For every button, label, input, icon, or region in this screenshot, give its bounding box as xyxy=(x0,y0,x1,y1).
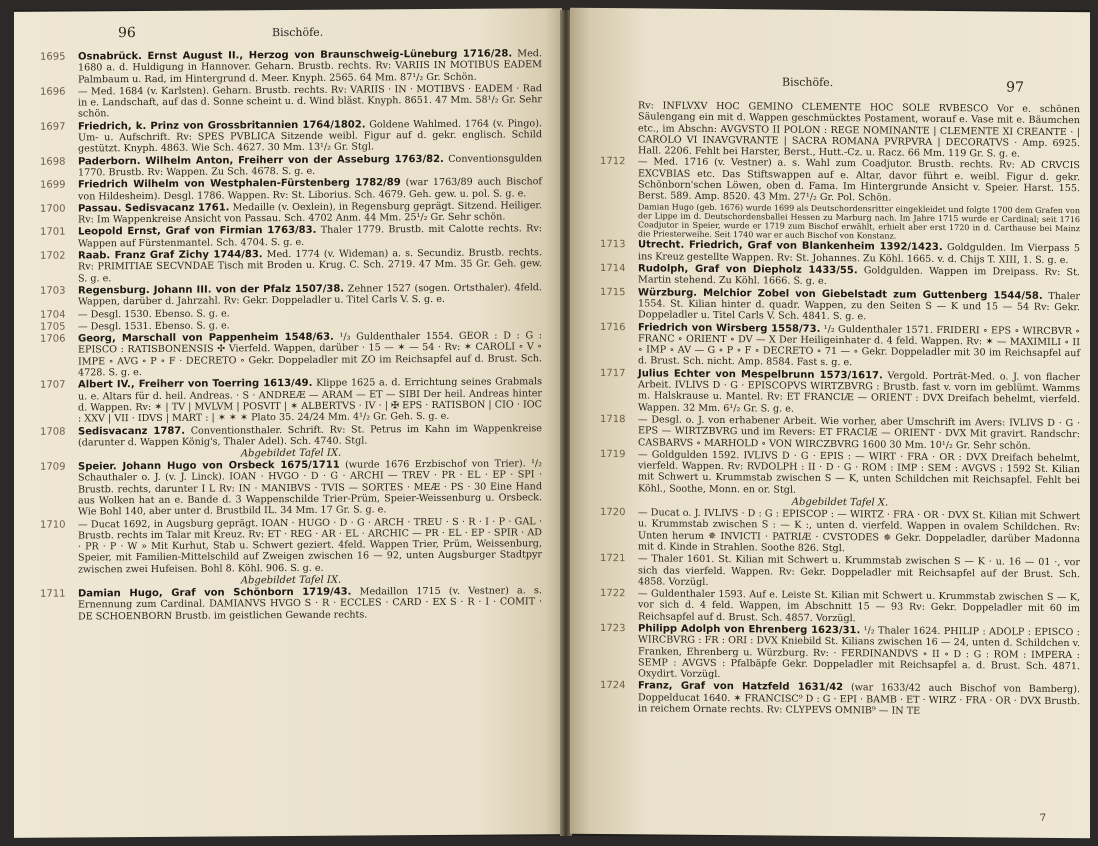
right-page xyxy=(570,8,1090,839)
catalog-entry xyxy=(600,239,1080,266)
entry-title: Rudolph, Graf von Diepholz 1433/55. xyxy=(638,263,858,277)
entry-title: Würzburg. Melchior Zobel von Giebelstadt zum Guttenberg 1544/58. xyxy=(638,286,1043,302)
catalog-entry xyxy=(40,247,542,284)
entry-number: 1697 xyxy=(40,121,66,133)
signature-mark: 7 xyxy=(1039,812,1046,824)
catalog-entry xyxy=(40,200,542,226)
entry-number: 1717 xyxy=(600,367,626,379)
entry-title: Albert IV., Freiherr von Toerring 1613/49. xyxy=(78,378,313,391)
catalog-entry xyxy=(40,516,542,576)
entry-number: 1712 xyxy=(600,156,626,168)
plate-reference: Abgebildet Tafel IX. xyxy=(240,447,342,460)
entry-text: ¹/₃ Guldenthaler 1554. GEOR : D : G : EPISCO : RATISBONENSIS ✣ Vierfeld. Wappen, darüber · 15 — ✶ — 54 · Rv: ✶ CAROLI ∘ V ∘ IMPE ∘ AVG ∘ P ∘ F · DECRETO ∘ Gekr. Doppeladler mit ZO im Reichsapfel auf d. Brust. Sch. 4728. S. g. e. xyxy=(78,330,542,379)
catalog-entry xyxy=(40,330,542,379)
entry-title: Friedrich, k. Prinz von Grossbritannien 1764/1802. xyxy=(78,119,366,133)
entry-text: Conventionsthaler. Schrift. Rv: St. Petrus im Kahn im Wappenkreise (darunter d. Wappen König's, Thaler Adel). Sch. 4740. Stgl. xyxy=(78,422,542,449)
entry-text: Goldgulden. Wappen im Dreipass. Rv: St. Martin stehend. Zu Köhl. 1666. S. g. e. xyxy=(638,265,1080,288)
entry-number: 1724 xyxy=(600,680,626,692)
entry-text: Zehner 1527 (sogen. Ortsthaler). 4feld. Wappen, darüber d. Jahrzahl. Rv: Gekr. Doppeladler u. Titel Carls V. S. g. e. xyxy=(78,282,542,308)
entry-title: Georg, Marschall von Pappenheim 1548/63. xyxy=(78,331,334,345)
entry-text: Med. 1680 a. d. Huldigung in Hannover. Geharn. Brustb. rechts. Rv: VARIIS IN MOTIBUS EADEM Palmbaum u. Rad, im Hintergrund d. Meer. Knyph. 2565. 64 Mm. 87¹/₂ Gr. Schön. xyxy=(78,48,542,86)
entry-text: — Thaler 1601. St. Kilian mit Schwert u. Krummstab zwischen S — K · u. 16 — 01 ·, vor sich das vierfeld. Wappen. Rv: Gekr. Doppeladler mit Reichsapfel auf der Brust. Sch. 4858. Vorzügl. xyxy=(638,553,1080,588)
entry-number: 1720 xyxy=(600,507,626,519)
entry-number: 1718 xyxy=(600,413,626,426)
catalog-entry xyxy=(40,585,542,622)
catalog-entry xyxy=(40,83,542,120)
entry-footnote: Damian Hugo (geb. 1676) wurde 1699 als Deutschordensritter eingekleidet und folgte 1700 dem Grafen von der Lippe im d. Deutschordensballei Hessen zu Marburg nach. Im Jahre 1715 wurde er Cardinal; seit 1716 Coadjutor in Speier, wurde er 1719 zum Bischof erwählt, erhielt aber erst 1720 in d. Carthause bei Mainz die Priesterweihe. Seit 1740 war er auch Bischof von Konstanz. xyxy=(638,201,1080,241)
entry-number: 1709 xyxy=(40,461,66,473)
entry-number: 1696 xyxy=(40,86,66,98)
entry-title: Passau. Sedisvacanz 1761. xyxy=(78,202,230,215)
book-spread xyxy=(14,10,1090,836)
catalog-entry xyxy=(40,153,542,179)
catalog-entry xyxy=(600,507,1080,556)
catalog-entry xyxy=(600,449,1080,498)
entry-text: Goldene Wahlmed. 1764 (v. Pingo). Um- u. Aufschrift. Rv: SPES PVBLICA Sitzende weibl. Figur auf d. gekr. englisch. Schild gestützt. Knyph. 4863. Wie Sch. 4627. 30 Mm. 13¹/₂ Gr. Stgl. xyxy=(78,118,542,155)
entry-text: ¹/₂ Thaler 1624. PHILIP : ADOLP : EPISCO : WIRCBVRG : FR : ORI : DVX Kniebild St. Kilians zwischen 16 — 24, unten d. Schildchen v. Franken, Ehrenberg u. Würzburg. Rv: · FERDINANDVS ∘ II ∘ D : G : ROM : IMPERA : SEMP : AVGVS : Pfalbäpfe Gekr. Doppeladler mit Reichsapfel a. d. Brust. Sch. 4871. Oxydirt. Vorzügl. xyxy=(638,625,1080,681)
entry-title: Friedrich von Wirsberg 1558/73. xyxy=(638,321,821,335)
entry-title: Damian Hugo, Graf von Schönborn 1719/43. xyxy=(78,586,352,600)
entry-number: 1706 xyxy=(40,333,66,345)
entry-text: — Goldgulden 1592. IVLIVS D · G · EPIS : — WIRT · FRA · OR : DVX Dreifach behelmt, vierfeld. Wappen. Rv: RVDOLPH : II · D · G · ROM : IMP : SEM : AVGVS : 1592 St. Kilian mit Schwert u. Krummstab zwischen S — K, unten Schildchen mit Reichsapfel. Fehlt bei Köhl., Soothe, Monn. en or. Stgl. xyxy=(638,449,1080,496)
right-page-number: 97 xyxy=(1006,79,1024,96)
entry-number: 1711 xyxy=(40,588,66,600)
entry-text: — Med. 1684 (v. Karlsten). Geharn. Brustb. rechts. Rv: VARIIS · IN · MOTIBVS · EADEM · Rad in e. Landschaft, auf das d. Sonne scheint u. d. Wind bläst. Knyph. 8651. 47 Mm. 58¹/₂ Gr. Sehr schön. xyxy=(78,83,542,120)
entry-text: Thaler 1779. Brustb. mit Calotte rechts. Rv: Wappen auf Fürstenmantel. Sch. 4704. S. g. e. xyxy=(78,223,543,250)
entry-number: 1700 xyxy=(40,203,66,215)
entry-title: Raab. Franz Graf Zichy 1744/83. xyxy=(78,249,263,262)
entry-number: 1707 xyxy=(40,379,66,392)
catalog-entry xyxy=(600,588,1080,626)
entry-number: 1698 xyxy=(40,156,66,168)
catalog-entry xyxy=(40,224,542,250)
catalog-entry xyxy=(600,680,1080,718)
entry-number: 1705 xyxy=(40,321,66,333)
entry-title: Friedrich Wilhelm von Westphalen-Fürstenberg 1782/89 xyxy=(78,177,401,191)
left-page-number: 96 xyxy=(118,25,136,42)
entry-title: Franz, Graf von Hatzfeld 1631/42 xyxy=(638,680,844,694)
entry-title: Leopold Ernst, Graf von Firmian 1763/83. xyxy=(78,225,317,238)
entry-text: (war 1633/42 auch Bischof von Bamberg). Doppelducat 1640. ✶ FRANCISC⁹ D : G · EPI · BAMB · ET · WIRZ · FRA · OR · DVX Brustb. in reichem Ornate rechts. Rv: CLYPEVS OMNIB⁹ — IN TE xyxy=(638,682,1080,717)
catalog-entry xyxy=(600,368,1080,417)
catalog-entry xyxy=(40,118,542,155)
entry-number: 1716 xyxy=(600,321,626,333)
entry-text: — Guldenthaler 1593. Auf e. Leiste St. Kilian mit Schwert u. Krummstab zwischen S — K, vor sich d. 4 feld. Wappen, im Abschnitt 15 — 93 Rv: Gekr. Doppeladler mit 60 im Reichsapfel auf d. Brust. Sch. 4857. Vorzügl. xyxy=(638,588,1080,624)
entry-text: Medaillon 1715 (v. Vestner) a. s. Ernennung zum Cardinal. DAMIANVS HVGO S · R · ECCLES · CARD · EX S · R · I · COMIT · DE SCHOENBORN Brustb. im geistlichen Gewande rechts. xyxy=(78,585,542,623)
entry-text: Conventionsgulden 1770. Brustb. Rv: Wappen. Zu Sch. 4678. S. g. e. xyxy=(78,152,542,179)
entry-title: Philipp Adolph von Ehrenberg 1623/31. xyxy=(638,623,861,637)
entry-title: Sedisvacanz 1787. xyxy=(78,425,186,437)
entry-text: — Desgl. 1530. Ebenso. S. g. e. xyxy=(78,307,230,320)
left-entries xyxy=(40,48,542,623)
catalog-entry xyxy=(600,322,1080,371)
entry-title: Osnabrück. Ernst August II., Herzog von Braunschweig-Lüneburg 1716/28. xyxy=(78,48,513,63)
entry-text: (war 1763/89 auch Bischof von Hildesheim). Desgl. 1786. Wappen. Rv: St. Liborius. Sch. 4679. Geh. gew. u. pol. S. g. e. xyxy=(78,176,542,203)
entry-number: 1710 xyxy=(40,519,66,531)
catalog-entry xyxy=(600,156,1080,242)
left-running-title: Bischöfe. xyxy=(272,25,324,40)
entry-text: Klippe 1625 a. d. Errichtung seines Grabmals u. e. Altars für d. heil. Andreas. · S · ANDREÆ — ARAM — ET — SIBI Der heil. Andreas hinter d. Wappen. Rv: ✶ | TV | MVLVM | POSVIT | ✶ ALBERTVS · IV · | ✠ EPS · RATISBON | CIO · IOC : XXV | VII · IDVS | MART : | ✶ ✶ ✶ Plato 35. 24/24 Mm. 4¹/₂ Gr. Geh. S. g. e. xyxy=(78,376,542,425)
entry-number: 1723 xyxy=(600,622,626,635)
entry-number: 1701 xyxy=(40,227,66,239)
entry-number: 1708 xyxy=(40,426,66,438)
entry-text: — Desgl. 1531. Ebenso. S. g. e. xyxy=(78,320,230,333)
entry-text: Vergold. Porträt-Med. o. J. von flacher Arbeit. IVLIVS D · G · EPISCOPVS WIRTZBVRG : Brustb. fast v. vorn im geblümt. Wamms m. Halskrause u. Mantel. Rv: ET FRANCIÆ — ORIENT : DVX Dreifach behelmt, vierfeld. Wappen. 32 Mm. 6¹/₂ Gr. S. g. e. xyxy=(638,370,1080,415)
entry-number: 1721 xyxy=(600,553,626,565)
plate-reference: Abgebildet Tafel X. xyxy=(791,496,889,509)
catalog-entry xyxy=(40,458,542,518)
entry-text: Thaler 1554. St. Kilian hinter d. quadr. Wappen, zu den Seiten S — K und 15 — 54 Rv: Gekr. Doppeladler u. Titel Carls V. Sch. 4841. S. g. e. xyxy=(638,290,1080,323)
entry-text: — Ducat o. J. IVLIVS · D : G : EPISCOP : — WIRTZ · FRA · OR · DVX St. Kilian mit Schwert u. Krummstab zwischen S : — K :, unten d. vierfeld. Wappen in ovalem Schildchen. Rv: Unten herum ✵ INVICTI · PATRIÆ · CVSTODES ✵ Gekr. Doppeladler, darüber Madonna mit d. Kinde in Strahlen. Soothe 826. Stgl. xyxy=(638,507,1080,555)
right-running-title: Bischöfe. xyxy=(782,75,834,90)
entry-title: Regensburg. Johann III. von der Pfalz 1507/38. xyxy=(78,283,345,297)
entry-number: 1713 xyxy=(600,239,626,251)
entry-number: 1702 xyxy=(40,250,66,262)
entry-number: 1695 xyxy=(40,51,66,63)
entry-title: Utrecht. Friedrich, Graf von Blankenheim 1392/1423. xyxy=(638,239,943,254)
entry-number: 1704 xyxy=(40,309,66,321)
catalog-entry xyxy=(600,623,1080,684)
catalog-entry xyxy=(40,282,542,308)
catalog-entry xyxy=(40,423,542,449)
catalog-entry xyxy=(40,176,542,202)
entry-number: 1715 xyxy=(600,286,626,298)
right-entries xyxy=(600,100,1080,720)
entry-title: Paderborn. Wilhelm Anton, Freiherr von der Asseburg 1763/82. xyxy=(78,153,444,168)
entry-text: Med. 1774 (v. Wideman) a. s. Secundiz. Brustb. rechts. Rv: PRIMITIAE SECVNDAE Tisch mit Broden u. Krug. C. Sch. 2719. 47 Mm. 35 Gr. Geh. gew. S. g. e. xyxy=(78,247,542,285)
entry-text: Medaille (v. Oexlein), in Regensburg geprägt. Sitzend. Heiliger. Rv: Im Wappenkreise Ansicht von Passau. Sch. 4702 Anm. 44 Mm. 25¹/₂ Gr. Sehr schön. xyxy=(78,200,542,226)
entry-title: Speier. Johann Hugo von Orsbeck 1675/1711 xyxy=(78,459,340,473)
entry-number: 1703 xyxy=(40,285,66,297)
entry-title: Julius Echter von Mespelbrunn 1573/1617. xyxy=(638,368,883,382)
left-page xyxy=(14,8,562,838)
plate-reference: Abgebildet Tafel IX. xyxy=(240,574,342,587)
entry-text: Goldgulden. Im Vierpass 5 ins Kreuz gestellte Wappen. Rv: St. Johannes. Zu Köhl. 1665. v. d. Chijs T. XIII, 1. S. g. e. xyxy=(638,242,1080,266)
catalog-entry xyxy=(600,553,1080,591)
entry-number: 1722 xyxy=(600,588,626,600)
catalog-entry xyxy=(40,377,542,426)
catalog-entry xyxy=(40,48,542,85)
entry-number: 1719 xyxy=(600,448,626,461)
entry-number: 1714 xyxy=(600,263,626,275)
entry-number: 1699 xyxy=(40,179,66,191)
catalog-entry xyxy=(600,287,1080,325)
catalog-entry xyxy=(600,263,1080,290)
catalog-entry xyxy=(600,414,1080,452)
entry-text: ¹/₂ Guldenthaler 1571. FRIDERI ∘ EPS ∘ WIRCBVR ∘ FRANC ∘ ORIENT ∘ DV — X Der Heiligeinhater d. 4 feld. Wappen. Rv: ✶ — MAXIMILI ∘ II ∘ IMP ∘ AV — G ∘ P ∘ F ∘ DECRETO ∘ 71 — ∘ Gekr. Doppeladler mit 30 im Reichsapfel auf d. Brust. Sch. nicht. Amp. 8584. Fast s. g. e. xyxy=(638,323,1080,369)
continuation-text: Rv: INFLVXV HOC GEMINO CLEMENTE HOC SOLE RVBESCO Vor e. schönen Säulengang ein mit d. Wappen geschmücktes Postament, worauf e. Vase mit e. Bäumchen etc., im Abschn: AVGVSTO II POLON : REGE NOMINANTE | CLEMENTE XI CREANTE · | CAROLO VI INAVGVRANTE | SACRA ROMANA PVRPVRA | DECORATVS · Amp. 6925. Hall. 2206. Fehlt bei Harster, Berst., Hutt.-Cz. u. Racz. 66 Mm. 119 Gr. S. g. e. xyxy=(638,100,1080,160)
entry-text: — Med. 1716 (v. Vestner) a. s. Wahl zum Coadjutor. Brustb. rechts. Rv: AD CRVCIS EXCVBIAS etc. Das Stiftswappen auf e. Altar, davor führt e. weibl. Figur d. gekr. Schönborn'schen Löwen, oben d. Fama. Im Hintergrunde Ansicht v. Speier. Harst. 155. Berst. 589. Amp. 8520. 43 Mm. 27¹/₂ Gr. Pol. Schön. xyxy=(638,156,1080,204)
entry-text: (wurde 1676 Erzbischof von Trier). ¹/₂ Schauthaler o. J. (v. J. Linck). IOAN · HVGO · D · G · ARCHI — TREV · PR · EL · EP · SPI · Brustb. rechts, darunter I L Rv: IN · MANIBVS · TVIS — SORTES · MEÆ · PS · 30 Eine Hand aus Wolken hat an e. Bande d. 3 Wappenschilde Trier-Prüm, Speier-Weissenburg u. Orsbeck. Wie Bohl 140, aber unter d. Brustbild IL. 34 Mm. 17 Gr. S. g. e. xyxy=(78,458,542,518)
entry-text: — Desgl. o. J. von erhabener Arbeit. Wie vorher, aber Umschrift im Avers: IVLIVS D · G · EPS — WIRTZBVRG und im Revers: ET FRACIÆ — ORIENT · DVX Mit gravirt. Randschr: CASBARVS ∘ MARHOLD ∘ VON WIRCZBVRG 1600 30 Mm. 10¹/₂ Gr. Sehr schön. xyxy=(638,414,1080,452)
entry-text: — Ducat 1692, in Augsburg geprägt. IOAN · HUGO · D · G · ARCH · TREU · S · R · I · P · GAL · Brustb. rechts im Talar mit Kreuz. Rv: ET · REG · AR · EL · ARCHIC — PR · EL · EP · SPIR · AD · PR · P · W » Mit Kurhut, Stab u. Schwert geziert. 4feld. Wappen Trier, Prüm, Weissenburg, Speier, mit Familien-Mittelschild auf Zweigen zwischen 16 — 92, unten Augsburger Stadtpyr zwischen zwei Hufeisen. Bohl 8. Köhl. 906. S. g. e. xyxy=(78,515,542,576)
